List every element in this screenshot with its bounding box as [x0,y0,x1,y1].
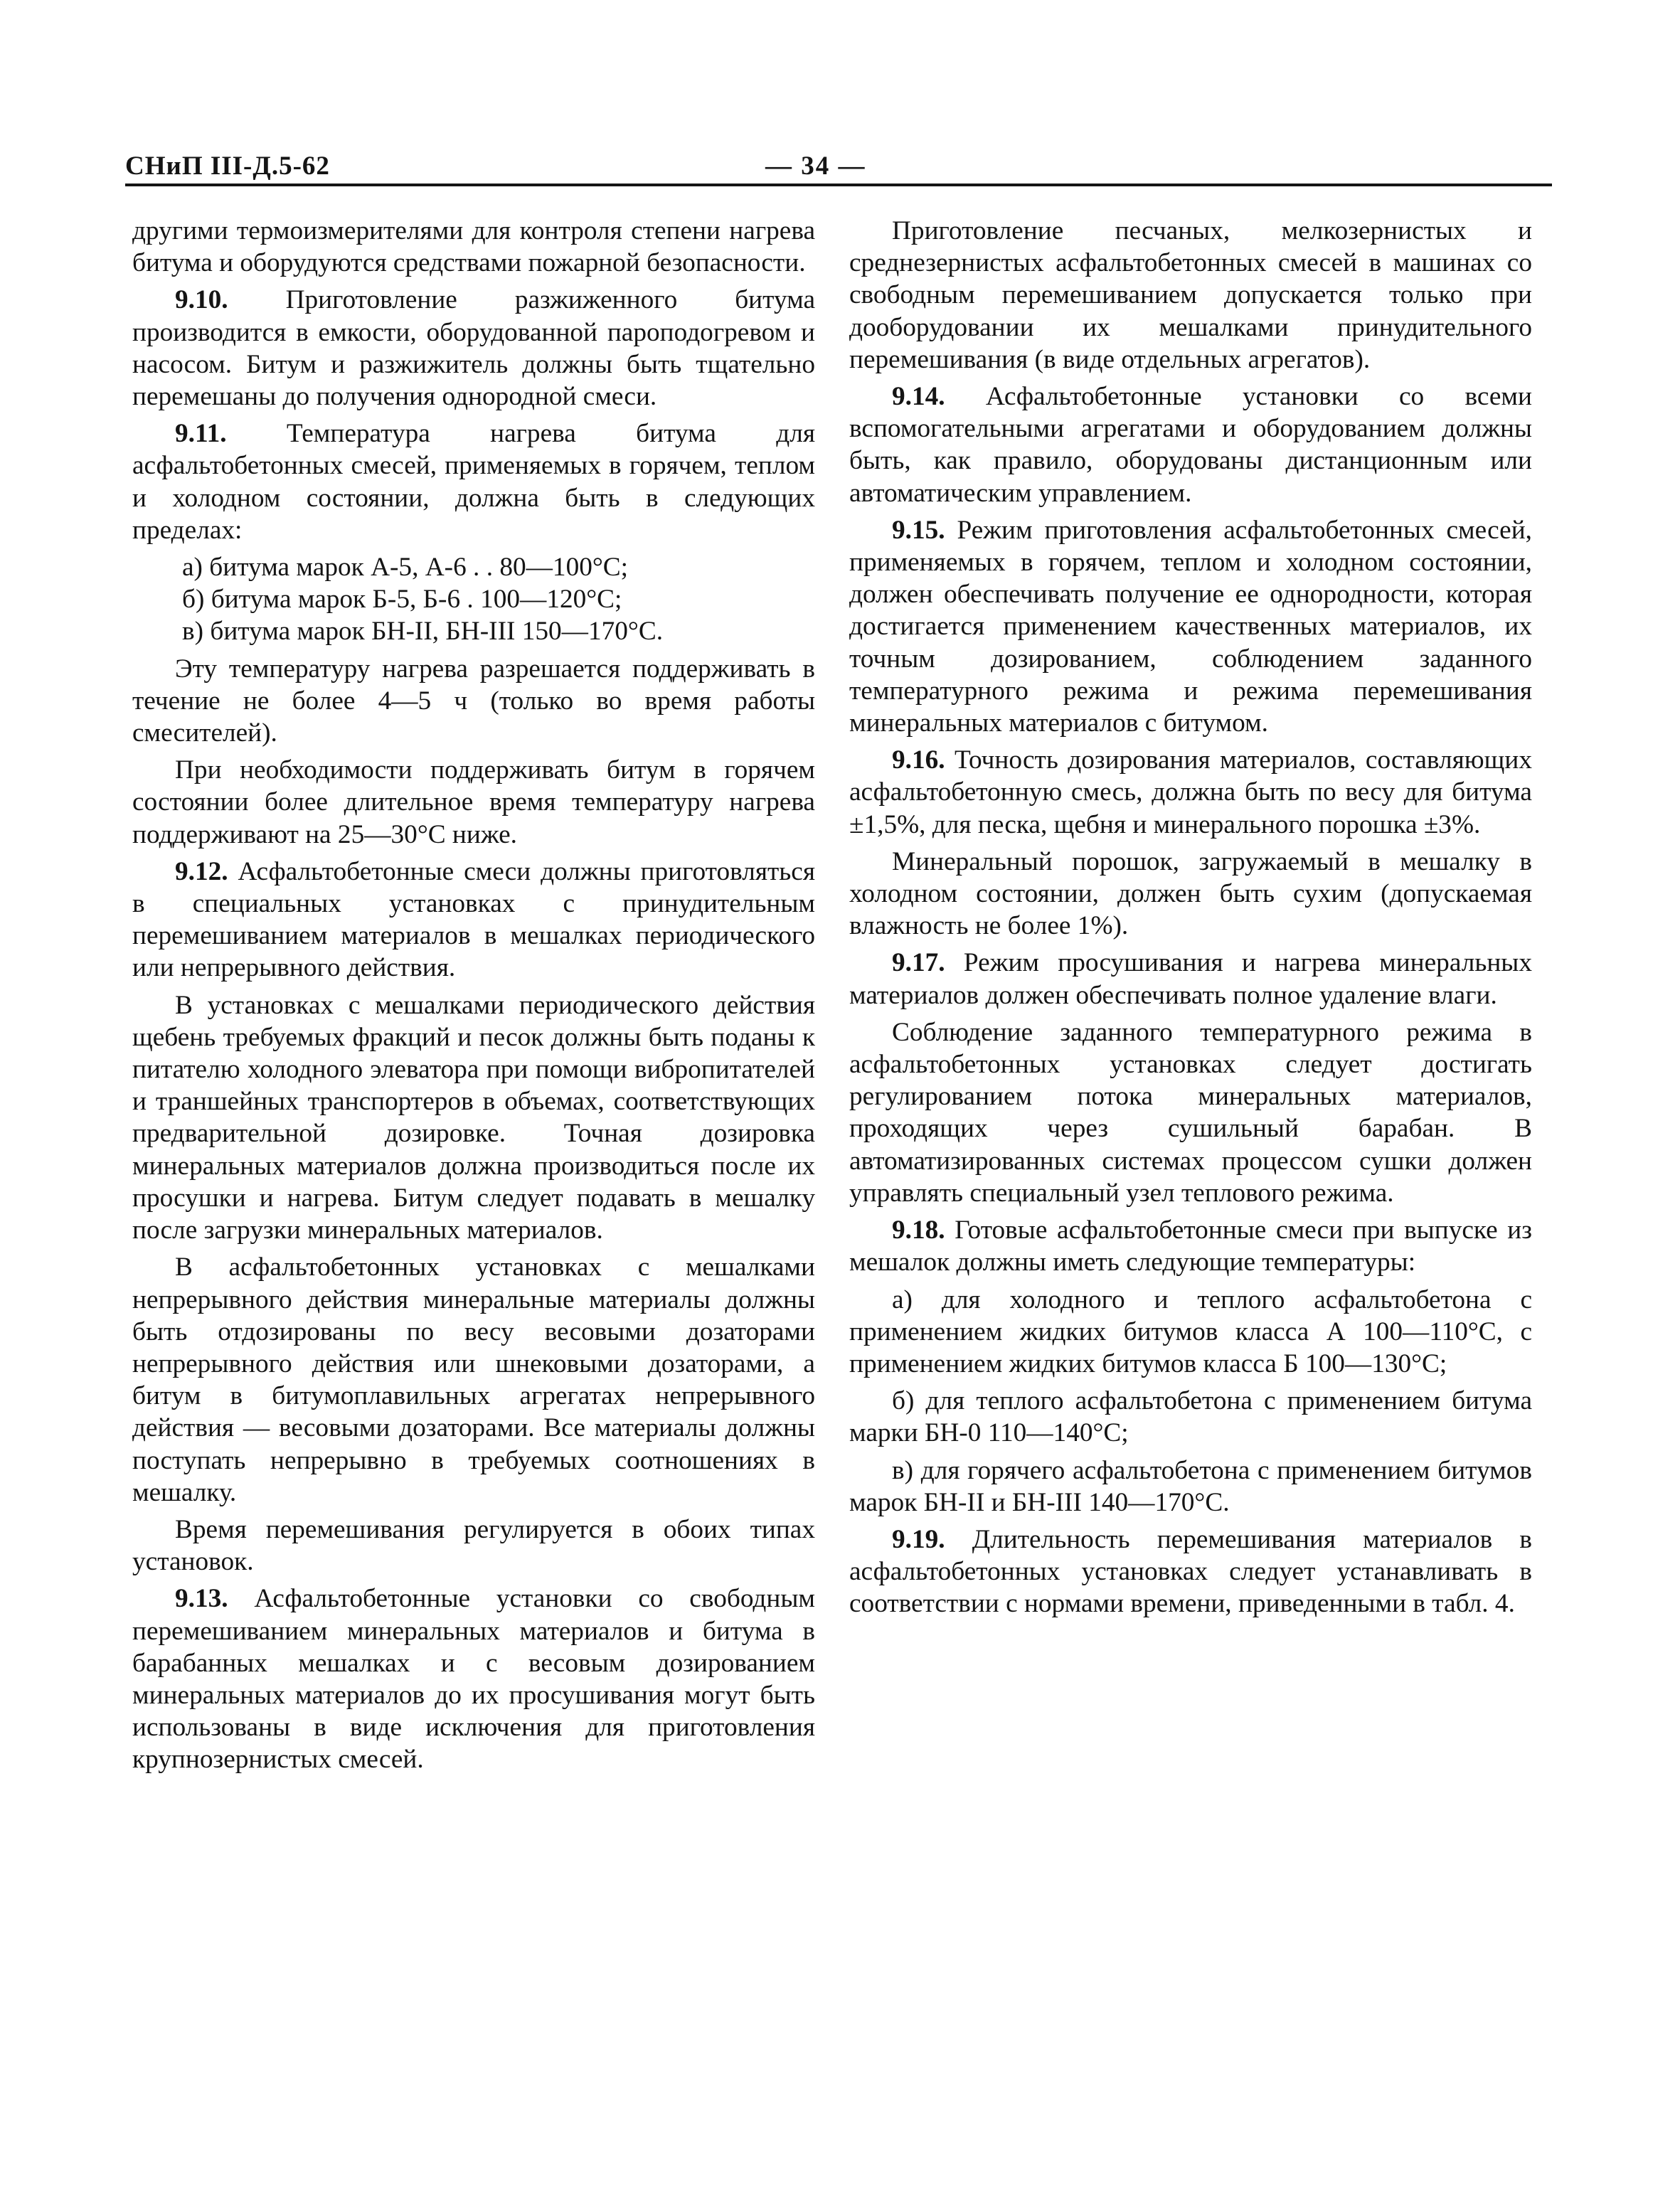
temperature-list [132,551,815,648]
clause-number: 9.13. [175,1584,228,1614]
list-item: в) битума марок БН-II, БН-III 150—170°С. [182,617,664,647]
paragraph: Время перемешивания регулируется в обоих типах установок. [132,1514,815,1577]
clause-text: Асфальтобетонные установки со всеми вспомогательными агрегатами и оборудованием должны быть, как правило, оборудованы дистанционным или автоматическим управлением. [849,382,1532,508]
clause-text: Режим просушивания и нагрева минеральных материалов должен обеспечивать полное удаление влаги. [849,948,1532,1010]
clause-9-12 [132,856,815,984]
clause-9-15 [849,514,1532,739]
paragraph: Соблюдение заданного температурного режима в асфальтобетонных установках следует достигать регулированием потока минеральных материалов, проходящих через сушильный барабан. В автоматизированных системах процессом сушки должен управлять специальный узел теплового режима. [849,1017,1532,1208]
page-header [125,151,1552,188]
clause-text: Асфальтобетонные установки со свободным перемешиванием минеральных материалов и битума в барабанных мешалках и с весовым дозированием минеральных материалов до их просушивания могут быть использованы в виде исключения для приготовления крупнозернистых смесей. [132,1584,815,1775]
clause-text: Готовые асфальтобетонные смеси при выпуске из мешалок должны иметь следующие температуры: [849,1216,1532,1277]
left-column [132,215,815,1781]
clause-9-11 [132,418,815,546]
clause-9-19 [849,1524,1532,1620]
clause-text: Длительность перемешивания материалов в асфальтобетонных установках следует устанавливать в соответствии с нормами времени, приведенными в табл. 4. [849,1524,1533,1619]
clause-number: 9.19. [892,1524,945,1554]
clause-9-10 [132,284,815,413]
sub-item: б) для теплого асфальтобетона с применением битума марки БН-0 110—140°С; [849,1386,1532,1448]
clause-9-17 [849,947,1532,1011]
paragraph: другими термоизмерителями для контроля степени нагрева битума и оборудуются средствами пожарной безопасности. [132,216,815,278]
page-number: — 34 — [765,151,866,181]
clause-text: Асфальтобетонные смеси должны приготовляться в специальных установках с принудительным перемешиванием материалов в мешалках периодического или непрерывного действия. [132,856,816,983]
sub-item: а) для холодного и теплого асфальтобетона с применением жидких битумов класса А 100—110°С, с применением жидких битумов класса Б 100—130°С; [849,1285,1532,1378]
clause-number: 9.17. [892,948,945,978]
paragraph: Минеральный порошок, загружаемый в мешалку в холодном состоянии, должен быть сухим (допускаемая влажность не более 1%). [849,846,1532,941]
list-item: б) битума марок Б-5, Б-6 . 100—120°С; [182,585,622,615]
paragraph: Приготовление песчаных, мелкозернистых и среднезернистых асфальтобетонных смесей в машинах со свободным перемешиванием допускается только при дооборудовании их мешалками принудительного перемешивания (в виде отдельных агрегатов). [849,216,1532,374]
clause-number: 9.10. [175,285,228,315]
header-rule [125,184,1552,186]
paragraph: В установках с мешалками периодического действия щебень требуемых фракций и песок должны быть поданы к питателю холодного элеватора при помощи вибропитателей и траншейных транспортеров в объемах, соответствующих предварительной дозировке. Точная дозировка минеральных материалов должна производиться после их просушки и нагрева. Битум следует подавать в мешалку после загрузки минеральных материалов. [132,990,815,1245]
paragraph: Эту температуру нагрева разрешается поддерживать в течение не более 4—5 ч (только во время работы смесителей). [132,654,815,748]
paragraph: В асфальтобетонных установках с мешалками непрерывного действия минеральные материалы должны быть отдозированы по весу весовыми дозаторами непрерывного действия или шнековыми дозаторами, а битум в битумоплавильных агрегатах непрерывного действия — весовыми дозаторами. Все материалы должны поступать непрерывно в требуемых соотношениях в мешалку. [132,1253,815,1507]
clause-9-16 [849,744,1532,841]
paragraph: При необходимости поддерживать битум в горячем состоянии более длительное время температуру нагрева поддерживают на 25—30°С ниже. [132,755,815,849]
clause-text: Точность дозирования материалов, составляющих асфальтобетонную смесь, должна быть по весу для битума ±1,5%, для песка, щебня и минерального порошка ±3%. [849,745,1532,839]
clause-9-18 [849,1214,1532,1278]
clause-text: Температура нагрева битума для асфальтобетонных смесей, применяемых в горячем, теплом и холодном состоянии, должна быть в следующих пределах: [132,419,815,545]
clause-number: 9.18. [892,1216,945,1245]
sub-item: в) для горячего асфальтобетона с применением битумов марок БН-II и БН-III 140—170°С. [849,1455,1532,1517]
clause-9-14 [849,381,1532,509]
document-code: СНиП III-Д.5-62 [125,151,330,181]
clause-number: 9.16. [892,745,945,775]
right-column [849,215,1532,1625]
clause-number: 9.11. [175,419,227,449]
clause-number: 9.12. [175,856,228,886]
clause-number: 9.14. [892,382,945,412]
clause-text: Режим приготовления асфальтобетонных смесей, применяемых в горячем, теплом и холодном состоянии, должен обеспечивать получение ее однородности, которая достигается применением качественных материалов, их точным дозированием, соблюдением заданного температурного режима и режима перемешивания минеральных материалов с битумом. [849,515,1532,738]
clause-text: Приготовление разжиженного битума производится в емкости, оборудованной пароподогревом и насосом. Битум и разжижитель должны быть тщательно перемешаны до получения однородной смеси. [132,285,816,412]
clause-9-13 [132,1583,815,1775]
list-item: а) битума марок А-5, А-6 . . 80—100°С; [182,553,629,583]
clause-number: 9.15. [892,515,945,545]
